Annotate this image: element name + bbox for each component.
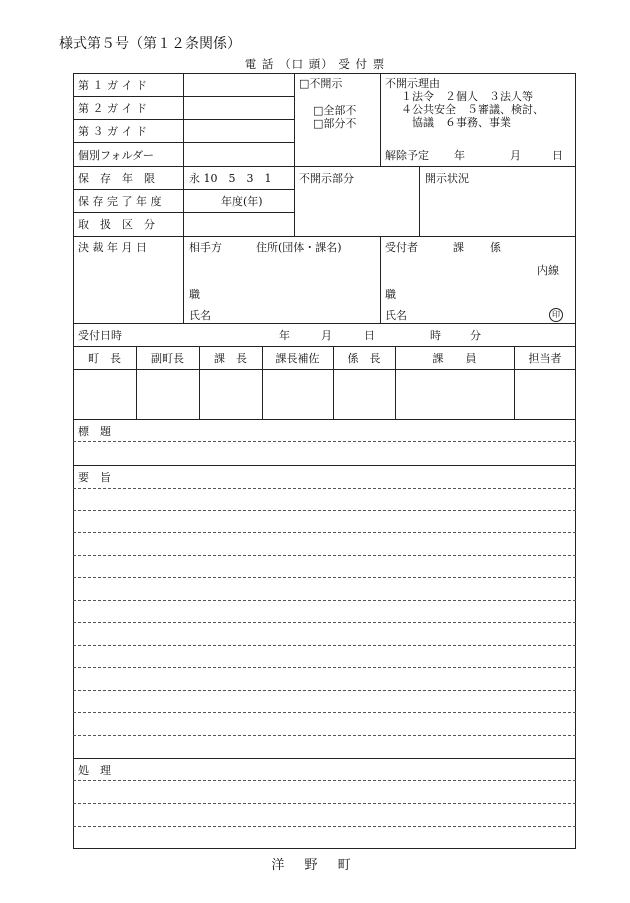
municipality-name: 洋 野 町 bbox=[271, 858, 359, 873]
handling-category-label: 取 扱 区 分 bbox=[78, 218, 155, 231]
counterparty-label: 相手方 bbox=[189, 241, 222, 254]
retention-period-value: 永 10 5 3 1 bbox=[189, 172, 272, 185]
handling-label: 処 理 bbox=[78, 764, 111, 777]
retention-end-value: 年度(年) bbox=[221, 195, 263, 208]
nondisclosed-part-label: 不開示部分 bbox=[299, 172, 354, 185]
folder-label: 個別フォルダー bbox=[78, 149, 155, 162]
reception-month: 月 bbox=[321, 329, 332, 342]
counterparty-name-label: 氏名 bbox=[189, 309, 211, 322]
reception-year: 年 bbox=[279, 329, 290, 342]
reception-datetime-label: 受付日時 bbox=[78, 329, 122, 342]
receiver-label: 受付者 bbox=[385, 241, 418, 254]
full-non-disclosure-checkbox[interactable]: □全部不 bbox=[313, 104, 357, 117]
approval-person-in-charge: 担当者 bbox=[528, 352, 562, 365]
subject-label: 標 題 bbox=[78, 425, 111, 438]
reason-line-2: ４公共安全 ５審議、検討、 bbox=[401, 103, 544, 116]
retention-end-label: 保 存 完 了 年 度 bbox=[78, 195, 162, 208]
approval-section-chief: 課 長 bbox=[214, 352, 247, 365]
release-year: 年 bbox=[454, 149, 465, 162]
release-day: 日 bbox=[552, 149, 563, 162]
summary-label: 要 旨 bbox=[78, 471, 111, 484]
approval-mayor: 町 長 bbox=[88, 352, 121, 365]
retention-period-label: 保 存 年 限 bbox=[78, 172, 155, 185]
release-month: 月 bbox=[510, 149, 521, 162]
counterparty-position-label: 職 bbox=[189, 288, 200, 301]
disclosure-status-label: 開示状況 bbox=[425, 172, 469, 185]
seal-icon: 印 bbox=[549, 308, 563, 322]
staff-label: 係 bbox=[490, 241, 501, 254]
guide-1-label: 第 １ ガ イ ド bbox=[78, 79, 147, 92]
form-number-label: 様式第５号（第１２条関係） bbox=[59, 36, 241, 52]
partial-non-disclosure-checkbox[interactable]: □部分不 bbox=[313, 117, 357, 130]
extension-label: 内線 bbox=[537, 264, 559, 277]
reception-day: 日 bbox=[364, 329, 375, 342]
reason-title: 不開示理由 bbox=[385, 77, 440, 90]
reason-line-1: １法令 ２個人 ３法人等 bbox=[401, 90, 533, 103]
document-title: 電 話 （口 頭） 受 付 票 bbox=[244, 57, 386, 71]
non-disclosure-checkbox[interactable]: □不開示 bbox=[299, 77, 343, 90]
reception-hour: 時 bbox=[430, 329, 441, 342]
receiver-name-label: 氏名 bbox=[385, 309, 407, 322]
address-label: 住所(団体・課名) bbox=[256, 241, 342, 254]
release-label: 解除予定 bbox=[385, 149, 429, 162]
reason-line-3: 協議 ６事務、事業 bbox=[412, 116, 511, 129]
guide-2-label: 第 ２ ガ イ ド bbox=[78, 102, 147, 115]
receiver-position-label: 職 bbox=[385, 288, 396, 301]
guide-3-label: 第 ３ ガ イ ド bbox=[78, 125, 147, 138]
approval-staff: 課 員 bbox=[432, 352, 477, 365]
reception-minute: 分 bbox=[470, 329, 481, 342]
section-label: 課 bbox=[453, 241, 464, 254]
decision-date-label: 決 裁 年 月 日 bbox=[78, 241, 147, 254]
approval-deputy-mayor: 副町長 bbox=[151, 352, 184, 365]
approval-assistant-chief: 課長補佐 bbox=[275, 352, 320, 365]
approval-unit-chief: 係 長 bbox=[347, 352, 381, 365]
